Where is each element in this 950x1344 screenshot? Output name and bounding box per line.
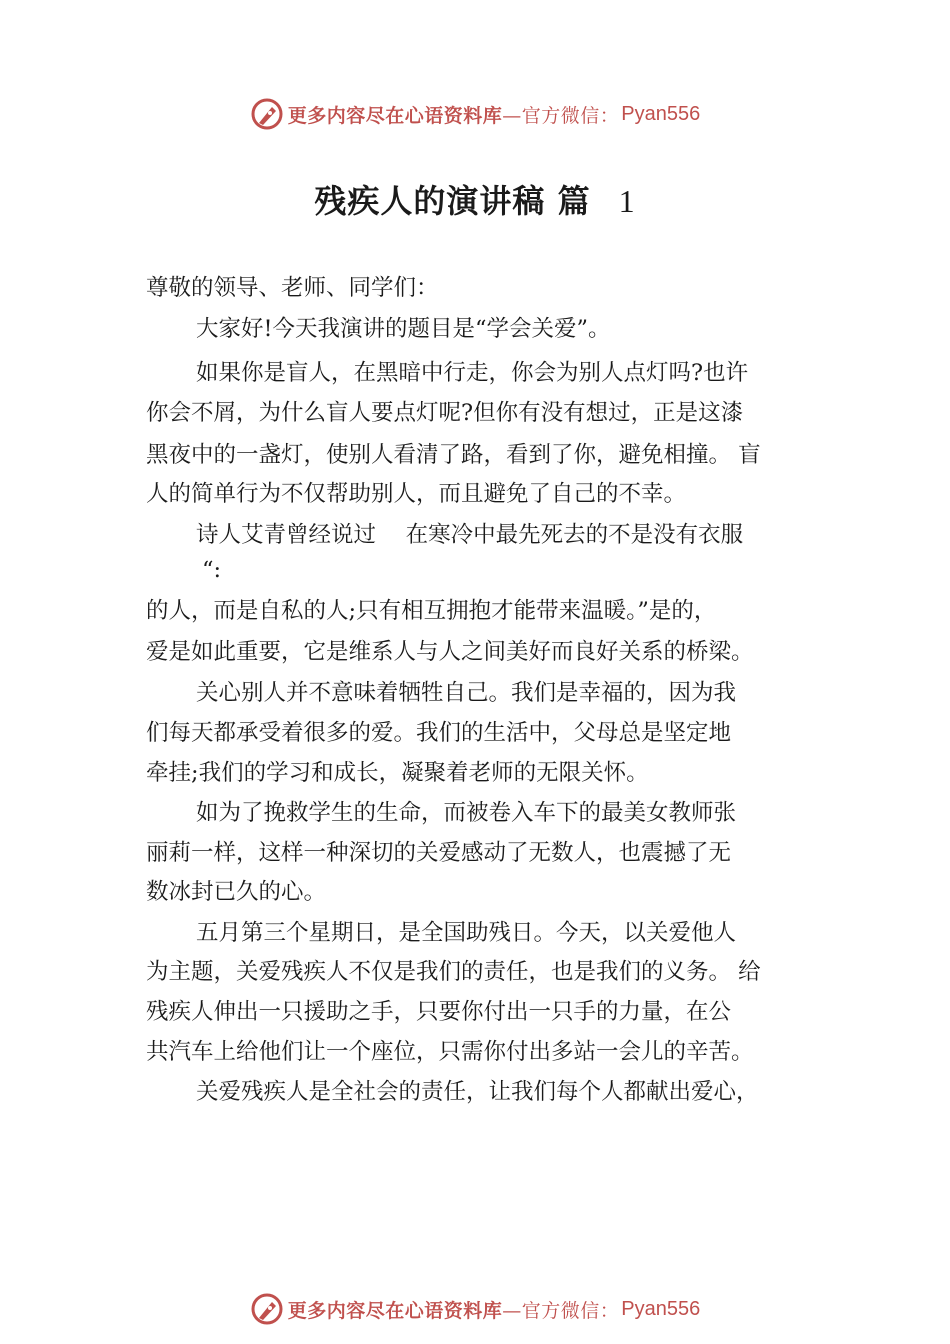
title-number: 1 (618, 183, 636, 219)
paragraph-line: 关爱残疾人是全社会的责任，让我们每个人都献出爱心， (196, 1079, 759, 1105)
paragraph-line: 尊敬的领导、老师、同学们： (146, 275, 439, 301)
pen-nib-icon (250, 1292, 284, 1326)
banner-wechat-id: Pyan556 (621, 1297, 701, 1320)
paragraph-line: 的人，而是自私的人;只有相互拥抱才能带来温暖。”是的， (146, 598, 717, 624)
paragraph-line: 牵挂;我们的学习和成长，凝聚着老师的无限关怀。 (146, 760, 649, 786)
paragraph-line: 大家好!今天我演讲的题目是“学会关爱”。 (196, 316, 611, 342)
paragraph-line: 黑夜中的一盏灯，使别人看清了路，看到了你，避免相撞。 盲 (146, 442, 761, 468)
paragraph-line: 诗人艾青曾经说过 在寒冷中最先死去的不是没有衣服 (196, 522, 744, 548)
banner-rest-text: —官方微信： (502, 104, 620, 127)
paragraph-line: 丽莉一样，这样一种深切的关爱感动了无数人，也震撼了无 (146, 840, 732, 866)
paragraph-line: 为主题，关爱残疾人不仅是我们的责任，也是我们的义务。 给 (146, 959, 761, 985)
header-banner (0, 94, 950, 134)
paragraph-line: 五月第三个星期日，是全国助残日。今天，以关爱他人 (196, 920, 737, 946)
page-title (0, 176, 950, 222)
paragraph-line: 关心别人并不意味着牺牲自己。我们是幸福的，因为我 (196, 680, 737, 706)
paragraph-line: 你会不屑，为什么盲人要点灯呢?但你有没有想过，正是这漆 (146, 400, 744, 426)
banner-main-text: 更多内容尽在心语资料库 (287, 104, 503, 127)
quote-mark: “: (202, 557, 222, 583)
footer-banner (0, 1289, 950, 1329)
paragraph-line: 如为了挽救学生的生命，而被卷入车下的最美女教师张 (196, 800, 737, 826)
paragraph-line: 共汽车上给他们让一个座位，只需你付出多站一会儿的辛苦。 (146, 1039, 754, 1065)
title-text: 残疾人的演讲稿 篇 (314, 182, 591, 220)
paragraph-line: 数冰封已久的心。 (146, 879, 327, 905)
paragraph-line: 们每天都承受着很多的爱。我们的生活中，父母总是坚定地 (146, 720, 732, 746)
paragraph-line: 如果你是盲人，在黑暗中行走，你会为别人点灯吗?也许 (196, 360, 749, 386)
pen-nib-icon (250, 97, 284, 131)
paragraph-line: 人的简单行为不仅帮助别人，而且避免了自己的不幸。 (146, 481, 687, 507)
banner-wechat-id: Pyan556 (621, 102, 701, 125)
paragraph-line: 爱是如此重要，它是维系人与人之间美好而良好关系的桥梁。 (146, 639, 754, 665)
banner-rest-text: —官方微信： (502, 1299, 620, 1322)
paragraph-line: 残疾人伸出一只援助之手，只要你付出一只手的力量，在公 (146, 999, 732, 1025)
banner-main-text: 更多内容尽在心语资料库 (287, 1299, 503, 1322)
